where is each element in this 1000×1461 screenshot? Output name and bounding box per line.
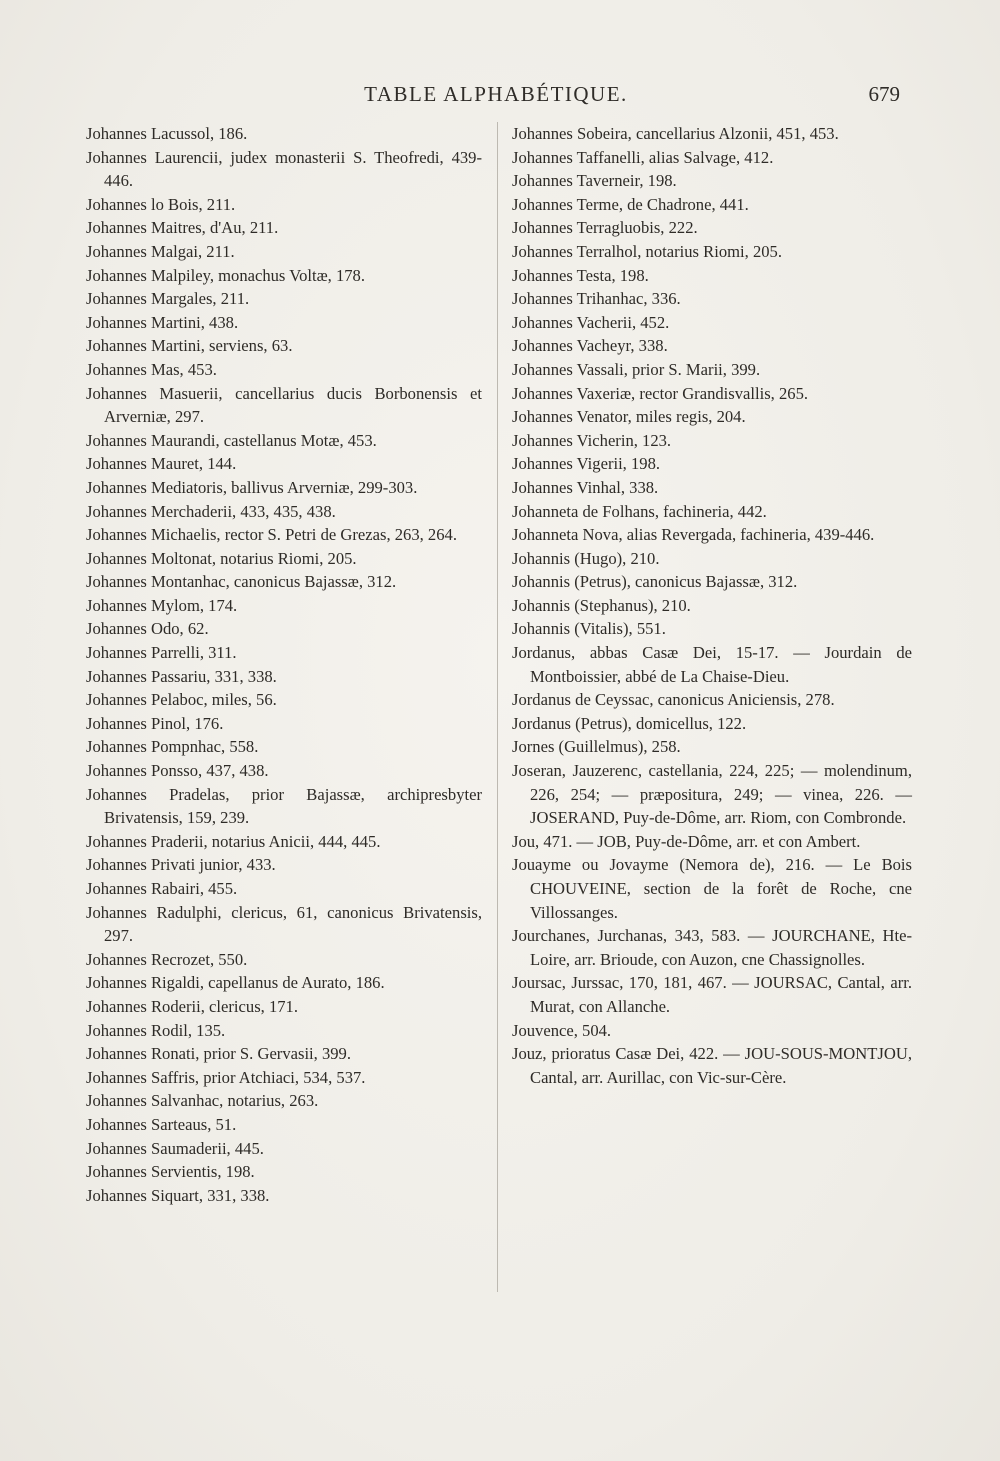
index-entry: Johannes Praderii, notarius Anicii, 444, 445. [86,831,381,851]
index-entry: Johannes Malgai, 211. [86,241,235,261]
index-entry: Johannes Recrozet, 550. [86,949,248,969]
index-entry: Jourchanes, Jurchanas, 343, 583. — JOURCHANE, Hte-Loire, arr. Brioude, con Auzon, cne Chassignolles. [512,926,912,969]
index-entry: Johannes Taffanelli, alias Salvage, 412. [512,147,774,167]
index-entry: Jouayme ou Jovayme (Nemora de), 216. — Le Bois CHOUVEINE, section de la forêt de Roche, cne Villossanges. [512,855,912,922]
index-entry: Jordanus (Petrus), domicellus, 122. [512,713,747,733]
index-entry: Johannes Saumaderii, 445. [86,1138,264,1158]
index-entry: Johannes Trihanhac, 336. [512,289,681,309]
index-entry: Johannes Pelaboc, miles, 56. [86,690,277,710]
index-entry: Johannes Passariu, 331, 338. [86,666,277,686]
index-entry: Johannes Radulphi, clericus, 61, canonicus Brivatensis, 297. [86,902,482,946]
index-entry: Johannes Terralhol, notarius Riomi, 205. [512,241,782,261]
index-entry: Jouvence, 504. [512,1020,612,1040]
index-entry: Johannes lo Bois, 211. [86,194,236,214]
index-entry: Johannes Montanhac, canonicus Bajassæ, 312. [86,572,397,592]
index-entry: Johannes Vacherii, 452. [512,312,670,332]
index-entry: Johanneta de Folhans, fachineria, 442. [512,501,767,521]
column-divider [497,122,498,1292]
index-entry: Johannes Martini, 438. [86,312,239,332]
index-entry: Johannes Masuerii, cancellarius ducis Borbonensis et Arverniæ, 297. [86,383,482,427]
index-entry: Johannis (Petrus), canonicus Bajassæ, 312. [512,572,798,592]
index-entry: Johannes Martini, serviens, 63. [86,336,293,356]
index-entry: Johannes Sarteaus, 51. [86,1114,237,1134]
index-entry: Johannes Moltonat, notarius Riomi, 205. [86,548,357,568]
index-entry: Johannes Testa, 198. [512,265,649,285]
index-entry: Johannes Rodil, 135. [86,1020,226,1040]
index-entry: Johannis (Vitalis), 551. [512,619,666,639]
index-entry: Johannes Privati junior, 433. [86,855,276,875]
index-entry: Johannes Lacussol, 186. [86,124,248,143]
index-entry: Johannes Vacheyr, 338. [512,336,668,356]
index-entry: Johannes Sobeira, cancellarius Alzonii, 451, 453. [512,124,839,143]
index-entry: Johannes Michaelis, rector S. Petri de Grezas, 263, 264. [86,525,457,545]
index-entry: Johannes Maitres, d'Au, 211. [86,218,279,238]
index-entry: Johannes Servientis, 198. [86,1162,255,1182]
index-entry: Joseran, Jauzerenc, castellania, 224, 225; — molendinum, 226, 254; — præpositura, 249; — vinea, 226. — JOSERAND, Puy-de-Dôme, arr. Riom, con Combronde. [512,761,912,828]
index-entry: Johannes Taverneir, 198. [512,171,677,191]
index-entry: Jordanus, abbas Casæ Dei, 15-17. — Jourdain de Montboissier, abbé de La Chaise-Dieu. [512,643,912,686]
left-column [86,122,482,1207]
index-entry: Johannes Laurencii, judex monasterii S. Theofredi, 439-446. [86,147,482,191]
index-entry: Jordanus de Ceyssac, canonicus Aniciensis, 278. [512,690,835,710]
page-number: 679 [868,82,900,106]
index-entry: Johannes Mylom, 174. [86,595,238,615]
index-entry: Johannes Vicherin, 123. [512,430,672,450]
index-entry: Johannes Rabairi, 455. [86,879,238,898]
index-entry: Johannes Salvanhac, notarius, 263. [86,1091,319,1111]
index-entry: Johannes Pinol, 176. [86,713,224,733]
index-entry: Johannes Odo, 62. [86,619,209,639]
index-entry: Johannes Saffris, prior Atchiaci, 534, 537. [86,1067,366,1087]
index-entry: Johannes Vaxeriæ, rector Grandisvallis, 265. [512,383,809,403]
index-entry: Johannis (Stephanus), 210. [512,595,691,615]
index-entry: Johanneta Nova, alias Revergada, fachineria, 439-446. [512,525,875,545]
index-entry: Johannes Terragluobis, 222. [512,218,698,238]
index-entry: Jou, 471. — JOB, Puy-de-Dôme, arr. et con Ambert. [512,831,861,851]
index-entry: Jornes (Guillelmus), 258. [512,737,681,757]
index-entry: Johannes Roderii, clericus, 171. [86,996,298,1016]
page-header [86,82,906,112]
index-entry: Johannes Rigaldi, capellanus de Aurato, 186. [86,973,385,993]
index-entry: Johannes Parrelli, 311. [86,643,237,663]
index-entry: Johannes Terme, de Chadrone, 441. [512,194,749,214]
index-entry: Johannes Vassali, prior S. Marii, 399. [512,359,761,379]
index-entry: Johannes Vigerii, 198. [512,454,661,474]
index-entry: Johannes Ponsso, 437, 438. [86,761,269,781]
index-entry: Johannis (Hugo), 210. [512,548,660,568]
index-entry: Johannes Pradelas, prior Bajassæ, archipresbyter Brivatensis, 159, 239. [86,784,482,828]
index-entry: Johannes Vinhal, 338. [512,477,659,497]
index-entry: Joursac, Jurssac, 170, 181, 467. — JOURSAC, Cantal, arr. Murat, con Allanche. [512,973,912,1016]
index-entry: Johannes Mauret, 144. [86,454,237,474]
index-entry: Johannes Mediatoris, ballivus Arverniæ, 299-303. [86,477,418,497]
index-entry: Jouz, prioratus Casæ Dei, 422. — JOU-SOUS-MONTJOU, Cantal, arr. Aurillac, con Vic-sur-Cère. [512,1044,912,1087]
index-entry: Johannes Margales, 211. [86,289,250,309]
index-entry: Johannes Merchaderii, 433, 435, 438. [86,501,336,521]
index-entry: Johannes Pompnhac, 558. [86,737,259,757]
index-entry: Johannes Siquart, 331, 338. [86,1185,270,1205]
index-entry: Johannes Venator, miles regis, 204. [512,407,746,427]
right-column [512,122,912,1089]
index-entry: Johannes Mas, 453. [86,359,217,379]
index-entry: Johannes Malpiley, monachus Voltæ, 178. [86,265,366,285]
running-title: TABLE ALPHABÉTIQUE. [364,82,628,106]
index-entry: Johannes Ronati, prior S. Gervasii, 399. [86,1044,352,1064]
index-entry: Johannes Maurandi, castellanus Motæ, 453. [86,430,377,450]
